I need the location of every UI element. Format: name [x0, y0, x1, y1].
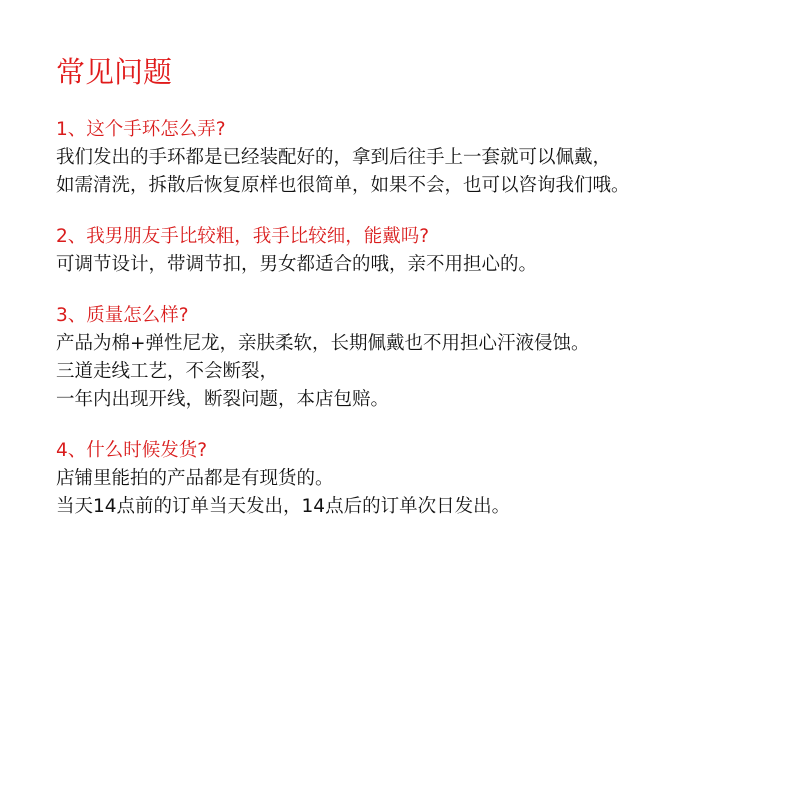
faq-answer-1-line-2: 如需清洗，拆散后恢复原样也很简单，如果不会，也可以咨询我们哦。 [56, 175, 630, 196]
faq-answer-3-line-1: 产品为棉+弹性尼龙，亲肤柔软，长期佩戴也不用担心汗液侵蚀。 [56, 333, 590, 354]
faq-answer-2-line-1: 可调节设计，带调节扣，男女都适合的哦，亲不用担心的。 [56, 254, 538, 275]
faq-answer-3-line-3: 一年内出现开线，断裂问题，本店包赔。 [56, 389, 390, 410]
faq-list [56, 116, 786, 544]
faq-answer-1-line-1: 我们发出的手环都是已经装配好的，拿到后往手上一套就可以佩戴， [56, 147, 612, 168]
faq-item-2 [56, 223, 786, 279]
faq-question-4: 4、什么时候发货? [56, 440, 208, 461]
faq-answer-4-line-1: 店铺里能拍的产品都是有现货的。 [56, 468, 334, 489]
page-title: 常见问题 [56, 55, 173, 89]
faq-answer-3-line-2: 三道走线工艺，不会断裂， [56, 361, 279, 382]
faq-item-4 [56, 437, 786, 521]
faq-question-3: 3、质量怎么样? [56, 305, 189, 326]
faq-item-3 [56, 302, 786, 414]
faq-answer-4-line-2: 当天14点前的订单当天发出，14点后的订单次日发出。 [56, 496, 511, 517]
faq-item-1 [56, 116, 786, 200]
faq-question-1: 1、这个手环怎么弄? [56, 119, 226, 140]
faq-question-2: 2、我男朋友手比较粗，我手比较细，能戴吗? [56, 226, 430, 247]
